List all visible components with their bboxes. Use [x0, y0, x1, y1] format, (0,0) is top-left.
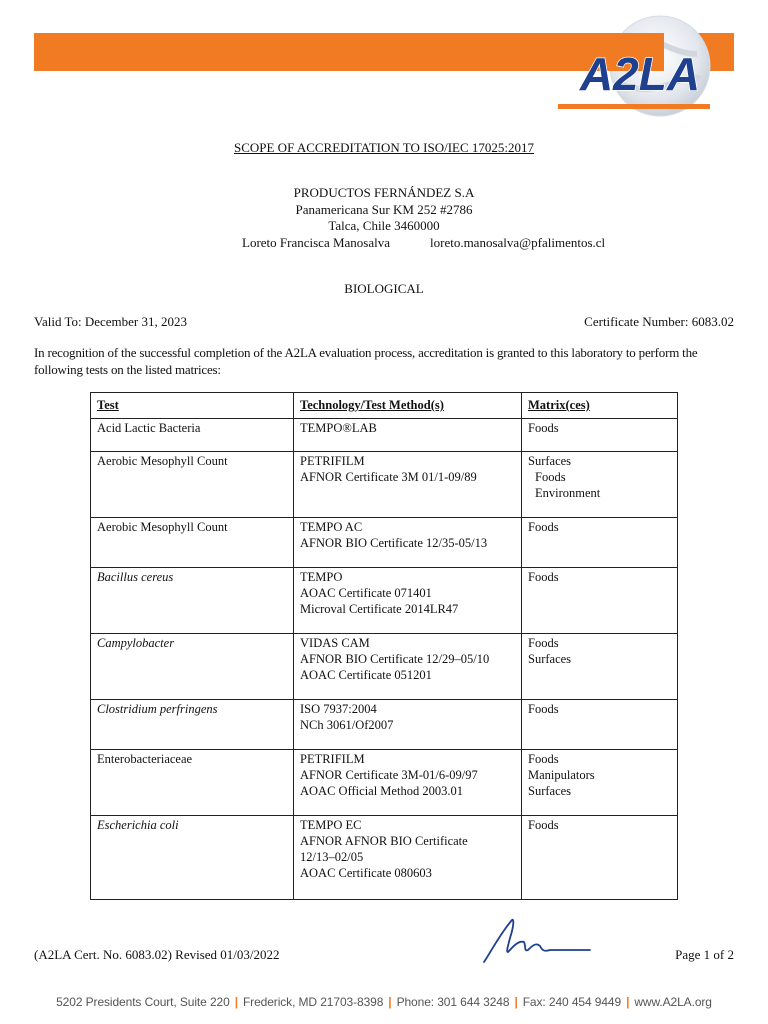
header-test: Test: [91, 393, 294, 419]
method-line: AFNOR BIO Certificate 12/35-05/13: [300, 536, 488, 550]
method-line: NCh 3061/Of2007: [300, 718, 394, 732]
footer-phone: Phone: 301 644 3248: [396, 995, 510, 1009]
cell-method: [294, 700, 522, 750]
cell-matrix: [522, 568, 678, 634]
method-line: 12/13–02/05: [300, 850, 364, 864]
matrix-line: Surfaces: [528, 454, 572, 468]
cell-method: [294, 750, 522, 816]
separator: |: [234, 995, 238, 1009]
cell-method: [294, 568, 522, 634]
cert-revision: (A2LA Cert. No. 6083.02) Revised 01/03/2022: [34, 947, 280, 962]
matrix-line: Foods: [528, 570, 559, 584]
method-line: AOAC Official Method 2003.01: [300, 784, 463, 798]
field-of-accreditation: BIOLOGICAL: [344, 281, 424, 296]
separator: |: [388, 995, 392, 1009]
contact-name: Loreto Francisca Manosalva: [242, 235, 391, 250]
address-line-1: Panamericana Sur KM 252 #2786: [295, 202, 473, 217]
intro-paragraph: In recognition of the successful completion of the A2LA evaluation process, accreditation is granted to this laboratory to perform the following tests on the listed matrices:: [34, 345, 698, 377]
method-line: PETRIFILM: [300, 752, 365, 766]
cell-test: Acid Lactic Bacteria: [91, 419, 294, 452]
method-line: AFNOR BIO Certificate 12/29–05/10: [300, 652, 490, 666]
cell-matrix: [522, 700, 678, 750]
contact-email: loreto.manosalva@pfalimentos.cl: [430, 235, 606, 250]
footer-city: Frederick, MD 21703-8398: [242, 995, 384, 1009]
cell-matrix: [522, 518, 678, 568]
method-line: TEMPO EC: [300, 818, 362, 832]
header-band: [0, 0, 768, 120]
separator: |: [626, 995, 630, 1009]
matrix-line: Surfaces: [528, 784, 572, 798]
matrix-line: Surfaces: [528, 652, 572, 666]
matrix-line: Foods: [528, 818, 559, 832]
footer-website-link[interactable]: www.A2LA.org: [634, 995, 712, 1009]
logo-text: A2LA: [579, 48, 701, 100]
method-line: Microval Certificate 2014LR47: [300, 602, 459, 616]
footer-contact-line: [0, 995, 768, 1009]
matrix-line: Manipulators: [528, 768, 595, 782]
table-row: [91, 816, 678, 900]
matrix-line: Foods: [528, 752, 559, 766]
header-matrix: Matrix(ces): [522, 393, 678, 419]
scope-table: [90, 392, 678, 900]
method-line: TEMPO®LAB: [300, 421, 377, 435]
cell-method: [294, 518, 522, 568]
footer-contact-bar: [0, 984, 768, 1024]
cell-test: Clostridium perfringens: [91, 700, 294, 750]
method-line: TEMPO AC: [300, 520, 363, 534]
cell-test: Enterobacteriaceae: [91, 750, 294, 816]
table-row: [91, 750, 678, 816]
cell-test: Aerobic Mesophyll Count: [91, 452, 294, 518]
method-line: VIDAS CAM: [300, 636, 370, 650]
cell-matrix: [522, 452, 678, 518]
document-title: SCOPE OF ACCREDITATION TO ISO/IEC 17025:2017: [233, 140, 535, 155]
method-line: TEMPO: [300, 570, 343, 584]
cell-matrix: [522, 816, 678, 900]
signature-mark: [478, 912, 598, 968]
footer-address: 5202 Presidents Court, Suite 220: [56, 995, 230, 1009]
table-header-row: [91, 393, 678, 419]
method-line: AOAC Certificate 080603: [300, 866, 432, 880]
matrix-line: Foods: [528, 520, 559, 534]
matrix-line: Environment: [535, 486, 601, 500]
cell-test: Aerobic Mesophyll Count: [91, 518, 294, 568]
cell-matrix: [522, 750, 678, 816]
certificate-number: Certificate Number: 6083.02: [584, 314, 734, 329]
cell-matrix: [522, 634, 678, 700]
cell-test: Bacillus cereus: [91, 568, 294, 634]
separator: |: [514, 995, 518, 1009]
method-line: AOAC Certificate 071401: [300, 586, 432, 600]
valid-to: Valid To: December 31, 2023: [34, 314, 188, 329]
matrix-line: Foods: [528, 636, 559, 650]
cell-method: [294, 419, 522, 452]
method-line: AFNOR Certificate 3M-01/6-09/97: [300, 768, 478, 782]
method-line: AFNOR Certificate 3M 01/1-09/89: [300, 470, 477, 484]
cell-method: [294, 816, 522, 900]
a2la-logo: [552, 14, 732, 122]
method-line: AOAC Certificate 051201: [300, 668, 432, 682]
method-line: AFNOR AFNOR BIO Certificate: [300, 834, 468, 848]
cell-test: Escherichia coli: [91, 816, 294, 900]
matrix-line: Foods: [528, 702, 559, 716]
cell-method: [294, 452, 522, 518]
footer-fax: Fax: 240 454 9449: [522, 995, 622, 1009]
table-row: [91, 419, 678, 452]
cell-matrix: [522, 419, 678, 452]
table-row: [91, 452, 678, 518]
table-row: [91, 700, 678, 750]
matrix-line: Foods: [528, 421, 559, 435]
table-row: [91, 568, 678, 634]
header-method: Technology/Test Method(s): [294, 393, 522, 419]
address-line-2: Talca, Chile 3460000: [328, 218, 440, 233]
page-number: Page 1 of 2: [675, 947, 734, 962]
method-line: PETRIFILM: [300, 454, 365, 468]
org-name: PRODUCTOS FERNÁNDEZ S.A: [293, 185, 475, 200]
method-line: ISO 7937:2004: [300, 702, 377, 716]
cell-method: [294, 634, 522, 700]
table-row: [91, 634, 678, 700]
table-row: [91, 518, 678, 568]
cell-test: Campylobacter: [91, 634, 294, 700]
matrix-line: Foods: [535, 470, 566, 484]
